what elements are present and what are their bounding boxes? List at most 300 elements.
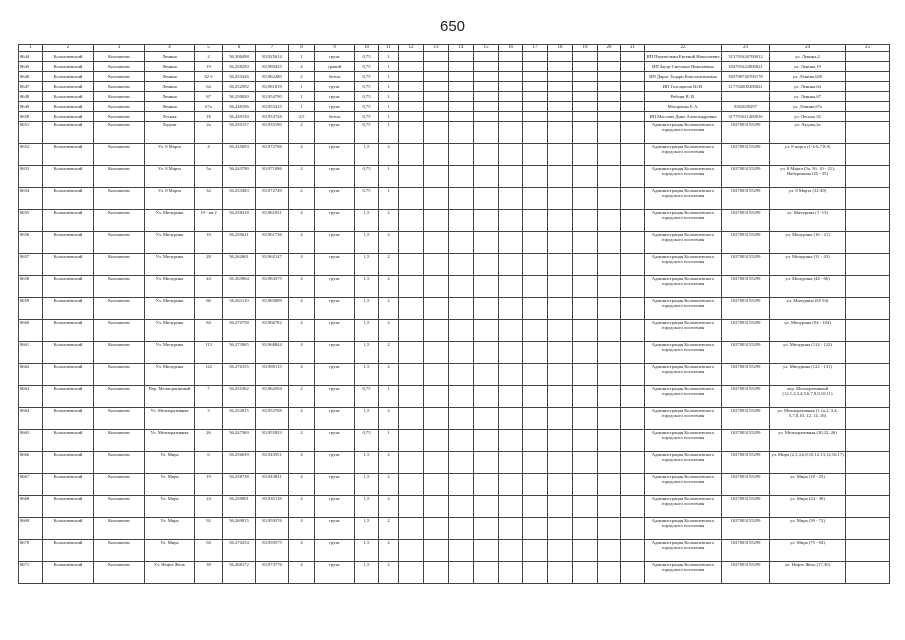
empty-cell xyxy=(499,92,523,102)
record-number: 8649 xyxy=(19,102,43,112)
district-cell: Колпашевский xyxy=(43,112,94,122)
empty-cell xyxy=(846,276,890,298)
empty-cell xyxy=(846,82,890,92)
ogrn-cell: 1027003155299 xyxy=(722,386,770,408)
table-row xyxy=(19,298,890,320)
empty-cell xyxy=(573,102,598,112)
empty-cell xyxy=(474,342,499,364)
record-number: 8658 xyxy=(19,276,43,298)
longitude-cell: 83,961819 xyxy=(256,82,289,92)
empty-cell xyxy=(399,166,424,188)
record-number: 8651 xyxy=(19,122,43,144)
containers-cell: 4 xyxy=(289,562,315,584)
area-cell: 0,75 xyxy=(355,92,379,102)
empty-cell xyxy=(449,496,474,518)
containers-cell: 1 xyxy=(289,92,315,102)
empty-cell xyxy=(449,540,474,562)
latitude-cell: 56,258250 xyxy=(223,62,256,72)
empty-cell xyxy=(424,430,449,452)
empty-cell xyxy=(621,232,645,254)
empty-cell xyxy=(424,72,449,82)
latitude-cell: 56,258738 xyxy=(223,474,256,496)
column-number: 19 xyxy=(573,45,598,52)
empty-cell xyxy=(499,474,523,496)
area-cell: 0,75 xyxy=(355,188,379,210)
empty-cell xyxy=(621,518,645,540)
settlement-cell: Колпашево xyxy=(94,540,145,562)
empty-cell xyxy=(399,254,424,276)
owner-org-cell: Мазоренко Е.А. xyxy=(645,102,722,112)
record-number: 8670 xyxy=(19,540,43,562)
empty-cell xyxy=(523,320,548,342)
empty-cell xyxy=(573,254,598,276)
ogrn-cell xyxy=(722,92,770,102)
empty-cell xyxy=(499,496,523,518)
area-cell: 1,5 xyxy=(355,452,379,474)
count-cell: 1 xyxy=(379,166,399,188)
street-cell: Ул. 8 Марта xyxy=(145,166,195,188)
empty-cell xyxy=(449,518,474,540)
empty-cell xyxy=(598,122,621,144)
empty-cell xyxy=(598,102,621,112)
register-table xyxy=(18,44,890,584)
empty-cell xyxy=(523,166,548,188)
longitude-cell: 83,965089 xyxy=(256,298,289,320)
ogrn-cell: 0502639297 xyxy=(722,102,770,112)
empty-cell xyxy=(621,408,645,430)
owner-org-cell: Рейзин В. В. xyxy=(645,92,722,102)
served-address-cell: ул. Мичурина (1 -15) xyxy=(770,210,846,232)
district-cell: Колпашевский xyxy=(43,386,94,408)
containers-cell: 4 xyxy=(289,342,315,364)
table-row xyxy=(19,144,890,166)
house-cell: 5а xyxy=(195,166,223,188)
area-cell: 1,5 xyxy=(355,364,379,386)
empty-cell xyxy=(474,276,499,298)
empty-cell xyxy=(424,122,449,144)
empty-cell xyxy=(523,112,548,122)
containers-cell: 4 xyxy=(289,540,315,562)
empty-cell xyxy=(399,92,424,102)
latitude-cell: 56,250820 xyxy=(223,92,256,102)
empty-cell xyxy=(548,298,573,320)
district-cell: Колпашевский xyxy=(43,496,94,518)
empty-cell xyxy=(474,452,499,474)
ogrn-cell: 1027003155299 xyxy=(722,496,770,518)
settlement-cell: Колпашево xyxy=(94,452,145,474)
settlement-cell: Колпашево xyxy=(94,144,145,166)
empty-cell xyxy=(846,562,890,584)
empty-cell xyxy=(399,102,424,112)
empty-cell xyxy=(399,210,424,232)
empty-cell xyxy=(424,518,449,540)
latitude-cell: 56,276155 xyxy=(223,364,256,386)
count-cell: 2 xyxy=(379,232,399,254)
empty-cell xyxy=(598,562,621,584)
empty-cell xyxy=(399,496,424,518)
ogrn-cell: 317702600200021 xyxy=(722,82,770,92)
record-number: 8650 xyxy=(19,112,43,122)
street-cell: Ул. Мичурина xyxy=(145,232,195,254)
empty-cell xyxy=(598,72,621,82)
count-cell: 2 xyxy=(379,452,399,474)
latitude-cell: 56,248106 xyxy=(223,102,256,112)
district-cell: Колпашевский xyxy=(43,62,94,72)
empty-cell xyxy=(621,364,645,386)
house-cell: 1Б xyxy=(195,112,223,122)
district-cell: Колпашевский xyxy=(43,232,94,254)
ogrn-cell: 1027003155299 xyxy=(722,144,770,166)
count-cell: 1 xyxy=(379,430,399,452)
settlement-cell: Колпашево xyxy=(94,320,145,342)
empty-cell xyxy=(474,166,499,188)
house-cell: 67а xyxy=(195,102,223,112)
empty-cell xyxy=(399,112,424,122)
owner-org-cell: Администрация Колпашевского городского поселения xyxy=(645,254,722,276)
empty-cell xyxy=(424,298,449,320)
surface-cover-cell: грунт xyxy=(315,518,355,540)
owner-org-cell: Администрация Колпашевского городского поселения xyxy=(645,474,722,496)
record-number: 8668 xyxy=(19,496,43,518)
empty-cell xyxy=(523,144,548,166)
count-cell: 2 xyxy=(379,320,399,342)
street-cell: Ул. Мичурина xyxy=(145,210,195,232)
empty-cell xyxy=(846,188,890,210)
empty-cell xyxy=(449,408,474,430)
table-row xyxy=(19,62,890,72)
surface-cover-cell: грунт xyxy=(315,210,355,232)
record-number: 8669 xyxy=(19,518,43,540)
empty-cell xyxy=(548,452,573,474)
owner-org-cell: Администрация Колпашевского городского поселения xyxy=(645,210,722,232)
column-number: 21 xyxy=(621,45,645,52)
owner-org-cell: Администрация Колпашевского городского поселения xyxy=(645,408,722,430)
longitude-cell: 83,968844 xyxy=(256,342,289,364)
latitude-cell: 56,273965 xyxy=(223,342,256,364)
empty-cell xyxy=(598,166,621,188)
district-cell: Колпашевский xyxy=(43,474,94,496)
empty-cell xyxy=(573,82,598,92)
empty-cell xyxy=(474,122,499,144)
district-cell: Колпашевский xyxy=(43,144,94,166)
settlement-cell: Колпашево xyxy=(94,166,145,188)
empty-cell xyxy=(399,82,424,92)
district-cell: Колпашевский xyxy=(43,210,94,232)
settlement-cell: Колпашево xyxy=(94,92,145,102)
containers-cell: 4 xyxy=(289,408,315,430)
count-cell: 2 xyxy=(379,364,399,386)
served-address-cell: ул. 8 Марта (5а, 5б, 10 - 21), Набережная (25 - 35) xyxy=(770,166,846,188)
column-number: 10 xyxy=(355,45,379,52)
empty-cell xyxy=(523,254,548,276)
empty-cell xyxy=(548,474,573,496)
empty-cell xyxy=(523,518,548,540)
containers-cell: 2 xyxy=(289,430,315,452)
district-cell: Колпашевский xyxy=(43,562,94,584)
table-row xyxy=(19,320,890,342)
owner-org-cell: ИП Дарье Тадари Константиновна xyxy=(645,72,722,82)
house-cell: 2а xyxy=(195,122,223,144)
empty-cell xyxy=(846,430,890,452)
empty-cell xyxy=(449,320,474,342)
empty-cell xyxy=(523,102,548,112)
empty-cell xyxy=(449,166,474,188)
empty-cell xyxy=(474,562,499,584)
area-cell: 1,5 xyxy=(355,562,379,584)
settlement-cell: Колпашево xyxy=(94,122,145,144)
column-number-row xyxy=(19,45,890,52)
empty-cell xyxy=(621,82,645,92)
house-cell: 64 xyxy=(195,82,223,92)
empty-cell xyxy=(573,52,598,62)
containers-cell: 2 xyxy=(289,166,315,188)
table-row xyxy=(19,364,890,386)
column-number: 6 xyxy=(223,45,256,52)
count-cell: 1 xyxy=(379,62,399,72)
owner-org-cell: ИП Перепёлкин Евгений Николаевич xyxy=(645,52,722,62)
empty-cell xyxy=(424,496,449,518)
empty-cell xyxy=(474,232,499,254)
surface-cover-cell: грунт xyxy=(315,102,355,112)
empty-cell xyxy=(846,52,890,62)
served-address-cell: ул. Мичурина (122 - 131) xyxy=(770,364,846,386)
owner-org-cell: ИП Зауэр Светлана Николаевна xyxy=(645,62,722,72)
empty-cell xyxy=(399,144,424,166)
empty-cell xyxy=(621,474,645,496)
record-number: 8655 xyxy=(19,210,43,232)
house-cell: 66 xyxy=(195,298,223,320)
latitude-cell: 56,255362 xyxy=(223,386,256,408)
column-number: 20 xyxy=(598,45,621,52)
containers-cell: 2 xyxy=(289,122,315,144)
latitude-cell: 56,252815 xyxy=(223,408,256,430)
count-cell: 2 xyxy=(379,298,399,320)
table-row xyxy=(19,102,890,112)
latitude-cell: 56,252592 xyxy=(223,82,256,92)
empty-cell xyxy=(499,364,523,386)
empty-cell xyxy=(548,166,573,188)
owner-org-cell: Администрация Колпашевского городского поселения xyxy=(645,386,722,408)
column-number: 2 xyxy=(43,45,94,52)
house-cell: 67 xyxy=(195,92,223,102)
owner-org-cell: Администрация Колпашевского городского поселения xyxy=(645,496,722,518)
area-cell: 1,5 xyxy=(355,320,379,342)
empty-cell xyxy=(621,188,645,210)
surface-cover-cell: грунт xyxy=(315,166,355,188)
empty-cell xyxy=(499,122,523,144)
empty-cell xyxy=(474,82,499,92)
empty-cell xyxy=(523,430,548,452)
longitude-cell: 83,935190 xyxy=(256,122,289,144)
empty-cell xyxy=(523,364,548,386)
empty-cell xyxy=(598,518,621,540)
empty-cell xyxy=(449,254,474,276)
area-cell: 1,5 xyxy=(355,408,379,430)
settlement-cell: Колпашево xyxy=(94,52,145,62)
empty-cell xyxy=(499,276,523,298)
latitude-cell: 56,259901 xyxy=(223,496,256,518)
empty-cell xyxy=(474,540,499,562)
table-row xyxy=(19,72,890,82)
containers-cell: 4 xyxy=(289,254,315,276)
ogrn-cell: 1027003155299 xyxy=(722,430,770,452)
empty-cell xyxy=(621,112,645,122)
empty-cell xyxy=(548,364,573,386)
house-cell: 4 xyxy=(195,144,223,166)
empty-cell xyxy=(598,62,621,72)
served-address-cell: ул. Мелиоративная (1,1а,2, 3,4, 5,7,8,10, 12, 14, 16) xyxy=(770,408,846,430)
empty-cell xyxy=(573,92,598,102)
empty-cell xyxy=(474,188,499,210)
street-cell: Ул. Мира xyxy=(145,496,195,518)
area-cell: 1,5 xyxy=(355,298,379,320)
settlement-cell: Колпашево xyxy=(94,276,145,298)
record-number: 8645 xyxy=(19,62,43,72)
empty-cell xyxy=(573,386,598,408)
empty-cell xyxy=(474,72,499,82)
record-number: 8664 xyxy=(19,408,43,430)
empty-cell xyxy=(573,166,598,188)
empty-cell xyxy=(449,92,474,102)
street-cell: Ул. Мира xyxy=(145,474,195,496)
empty-cell xyxy=(449,562,474,584)
empty-cell xyxy=(474,386,499,408)
owner-org-cell: Администрация Колпашевского городского поселения xyxy=(645,298,722,320)
empty-cell xyxy=(573,112,598,122)
empty-cell xyxy=(573,298,598,320)
empty-cell xyxy=(399,408,424,430)
empty-cell xyxy=(548,562,573,584)
owner-org-cell: Администрация Колпашевского городского поселения xyxy=(645,232,722,254)
empty-cell xyxy=(523,92,548,102)
empty-cell xyxy=(598,144,621,166)
owner-org-cell: Администрация Колпашевского городского поселения xyxy=(645,276,722,298)
area-cell: 0,75 xyxy=(355,52,379,62)
empty-cell xyxy=(523,452,548,474)
table-row xyxy=(19,276,890,298)
empty-cell xyxy=(499,210,523,232)
served-address-cell: ул. Ленина,64 xyxy=(770,82,846,92)
street-cell: Ленина xyxy=(145,62,195,72)
settlement-cell: Колпашево xyxy=(94,562,145,584)
record-number: 8657 xyxy=(19,254,43,276)
empty-cell xyxy=(846,474,890,496)
owner-org-cell: Администрация Колпашевского городского поселения xyxy=(645,188,722,210)
empty-cell xyxy=(424,92,449,102)
empty-cell xyxy=(548,112,573,122)
house-cell: 6 xyxy=(195,452,223,474)
empty-cell xyxy=(621,62,645,72)
column-number: 5 xyxy=(195,45,223,52)
empty-cell xyxy=(449,52,474,62)
area-cell: 1,5 xyxy=(355,342,379,364)
served-address-cell: ул. Мира (39 - 72) xyxy=(770,518,846,540)
area-cell: 1,5 xyxy=(355,496,379,518)
count-cell: 2 xyxy=(379,496,399,518)
empty-cell xyxy=(424,82,449,92)
empty-cell xyxy=(399,276,424,298)
surface-cover-cell: грунт xyxy=(315,298,355,320)
empty-cell xyxy=(846,364,890,386)
house-cell: 3 xyxy=(195,408,223,430)
empty-cell xyxy=(499,232,523,254)
house-cell: 39 xyxy=(195,562,223,584)
table-row xyxy=(19,562,890,584)
empty-cell xyxy=(573,430,598,452)
house-cell: 32 xyxy=(195,188,223,210)
empty-cell xyxy=(621,540,645,562)
table-row xyxy=(19,452,890,474)
empty-cell xyxy=(499,62,523,72)
surface-cover-cell: грунт xyxy=(315,320,355,342)
count-cell: 2 xyxy=(379,562,399,584)
settlement-cell: Колпашево xyxy=(94,254,145,276)
latitude-cell: 56,263964 xyxy=(223,276,256,298)
surface-cover-cell: бетон xyxy=(315,72,355,82)
latitude-cell: 56,262601 xyxy=(223,254,256,276)
empty-cell xyxy=(399,122,424,144)
table-row xyxy=(19,408,890,430)
empty-cell xyxy=(449,144,474,166)
empty-cell xyxy=(548,320,573,342)
empty-cell xyxy=(598,188,621,210)
empty-cell xyxy=(499,342,523,364)
owner-org-cell: Администрация Колпашевского городского поселения xyxy=(645,342,722,364)
area-cell: 0,75 xyxy=(355,62,379,72)
column-number: 17 xyxy=(523,45,548,52)
area-cell: 0,75 xyxy=(355,430,379,452)
longitude-cell: 83,943551 xyxy=(256,452,289,474)
latitude-cell: 56,269815 xyxy=(223,518,256,540)
empty-cell xyxy=(573,540,598,562)
table-row xyxy=(19,430,890,452)
empty-cell xyxy=(424,474,449,496)
empty-cell xyxy=(548,276,573,298)
column-number: 4 xyxy=(145,45,195,52)
table-row xyxy=(19,386,890,408)
surface-cover-cell: грунт xyxy=(315,188,355,210)
empty-cell xyxy=(846,166,890,188)
owner-org-cell: Администрация Колпашевского городского поселения xyxy=(645,430,722,452)
served-address-cell: ул. Мелиоративная (20,22, 26) xyxy=(770,430,846,452)
count-cell: 1 xyxy=(379,92,399,102)
empty-cell xyxy=(474,52,499,62)
record-number: 8656 xyxy=(19,232,43,254)
empty-cell xyxy=(449,62,474,72)
empty-cell xyxy=(598,540,621,562)
district-cell: Колпашевский xyxy=(43,430,94,452)
district-cell: Колпашевский xyxy=(43,82,94,92)
containers-cell: 4 xyxy=(289,276,315,298)
record-number: 8667 xyxy=(19,474,43,496)
empty-cell xyxy=(449,112,474,122)
empty-cell xyxy=(573,210,598,232)
table-row xyxy=(19,52,890,62)
table-row xyxy=(19,210,890,232)
empty-cell xyxy=(846,254,890,276)
column-number: 14 xyxy=(449,45,474,52)
table-row xyxy=(19,474,890,496)
empty-cell xyxy=(424,386,449,408)
empty-cell xyxy=(573,342,598,364)
record-number: 8660 xyxy=(19,320,43,342)
surface-cover-cell: грунт xyxy=(315,386,355,408)
empty-cell xyxy=(621,122,645,144)
empty-cell xyxy=(548,540,573,562)
ogrn-cell: 1027003155299 xyxy=(722,540,770,562)
column-number: 12 xyxy=(399,45,424,52)
served-address-cell: ул. Ленина,2 xyxy=(770,52,846,62)
